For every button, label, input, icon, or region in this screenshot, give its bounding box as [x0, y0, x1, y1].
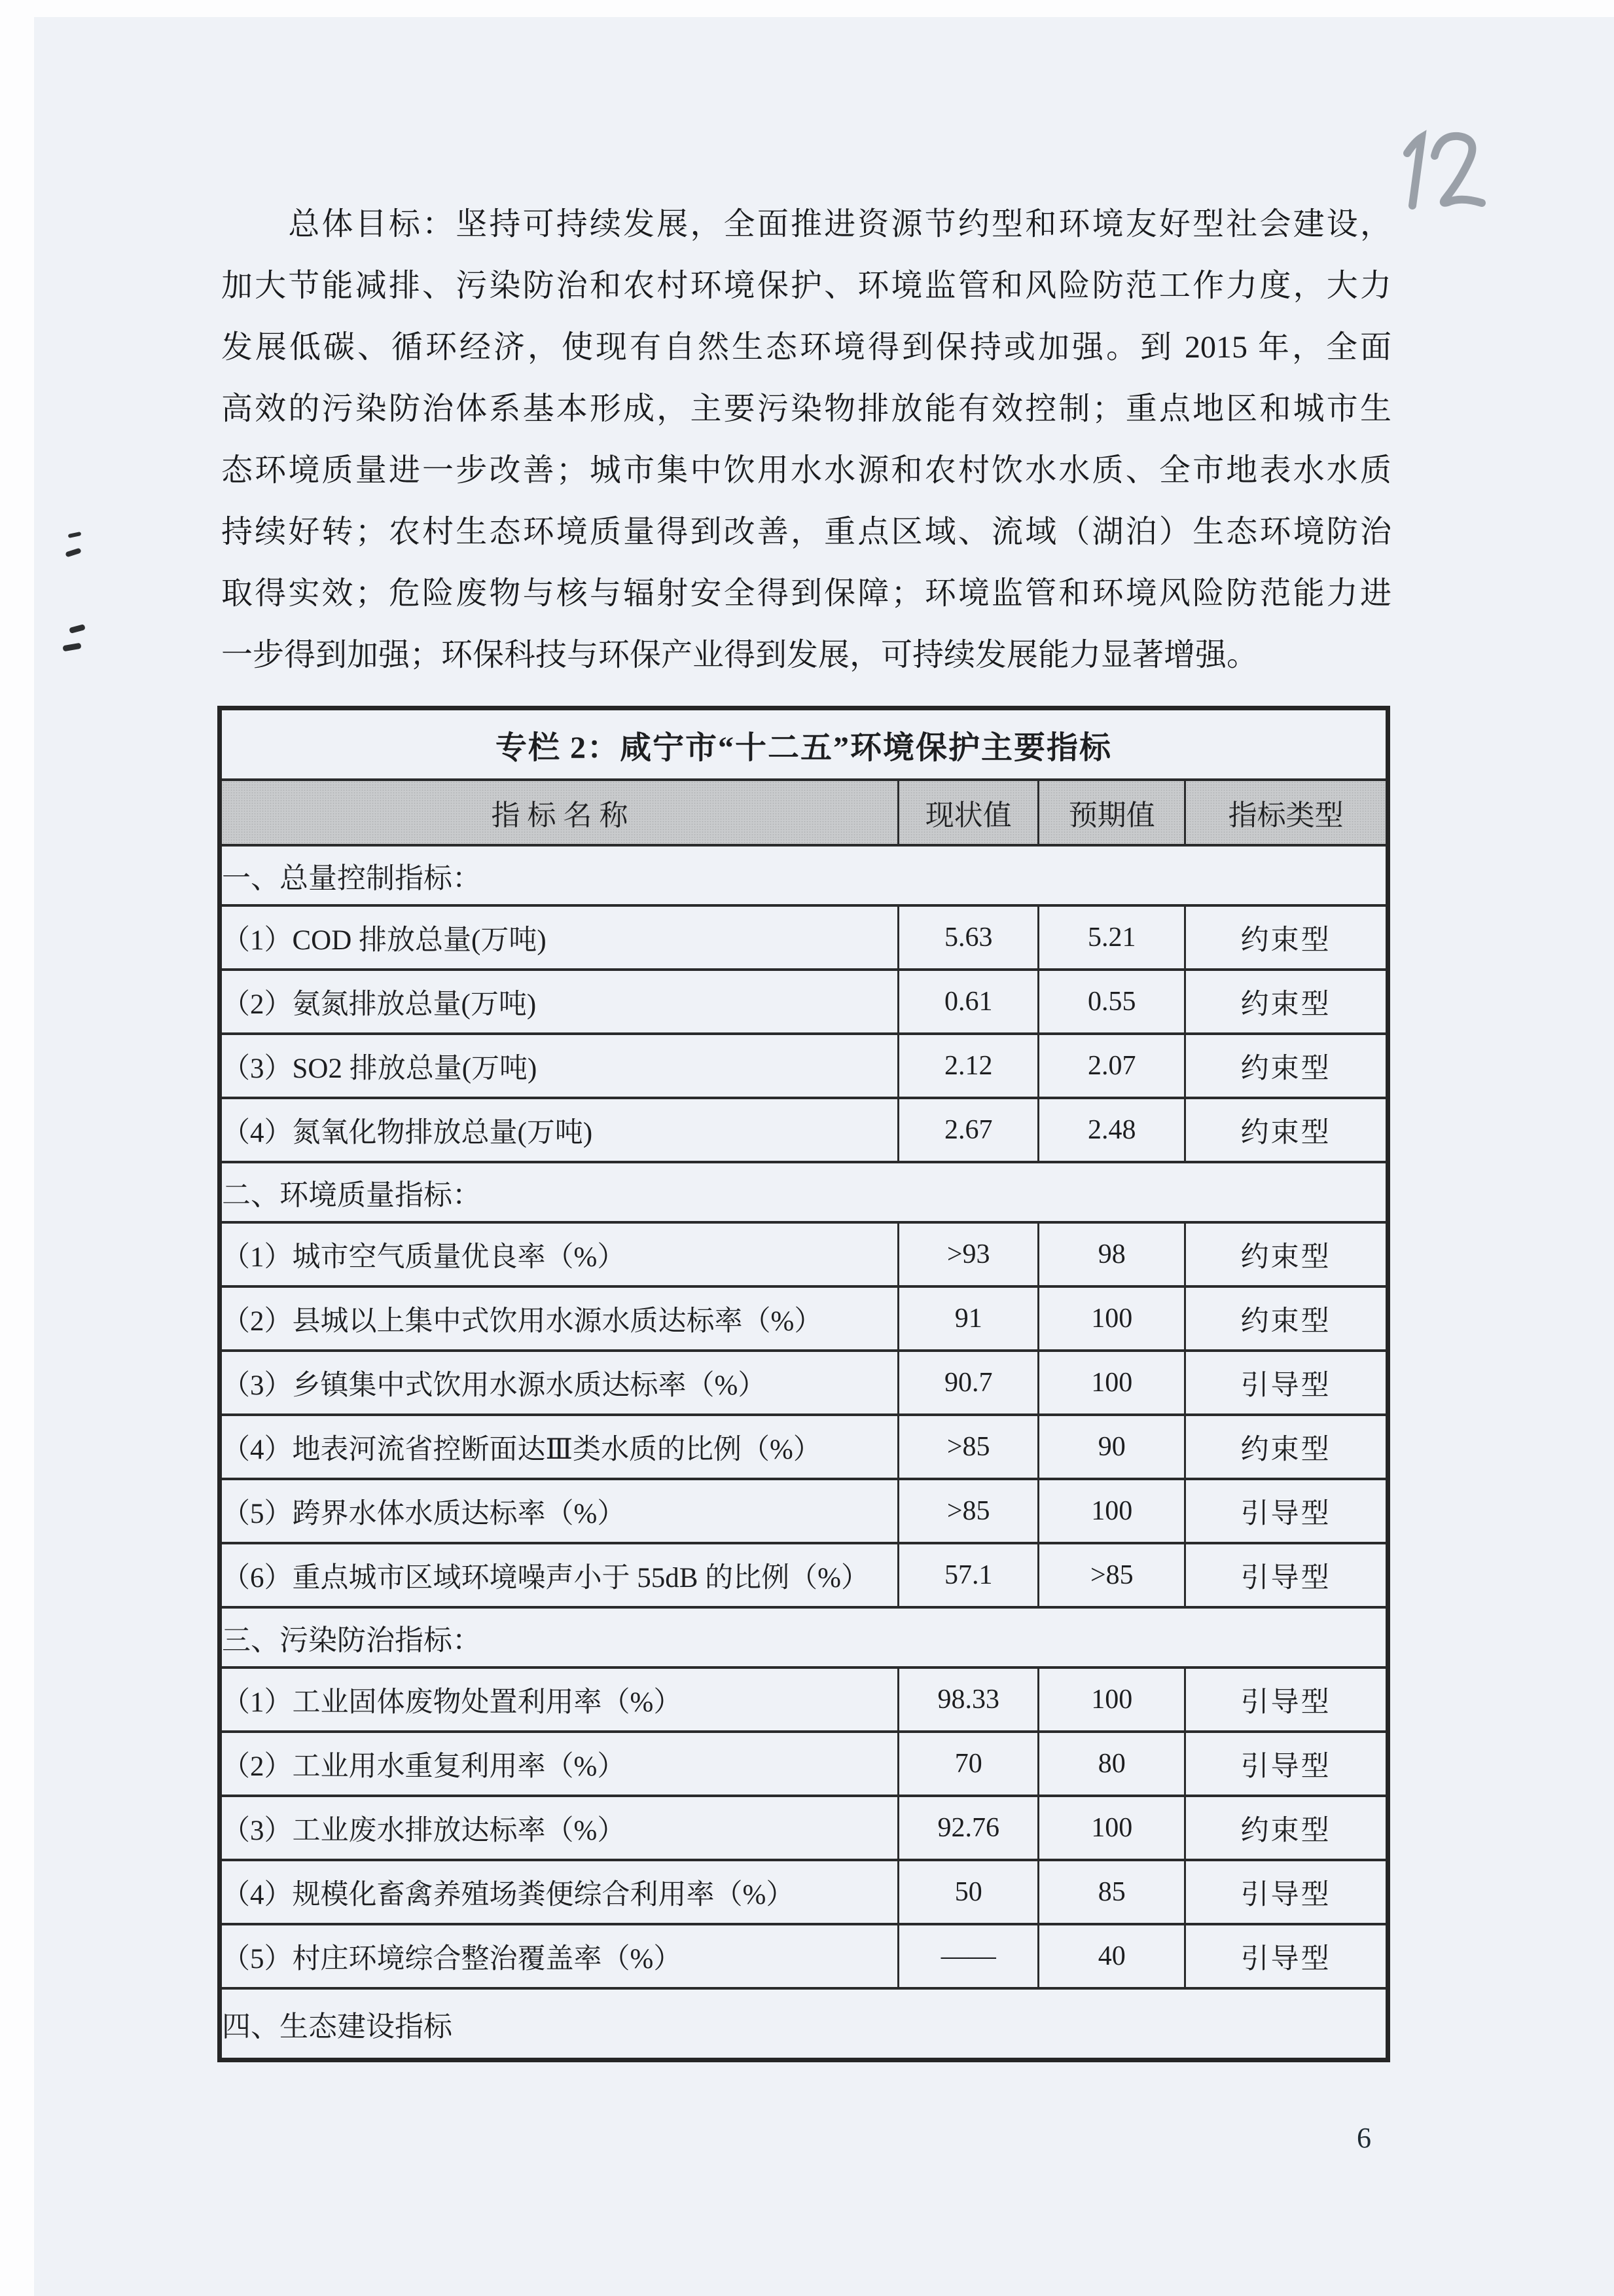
expected-value-cell: 100 [1039, 1351, 1185, 1415]
paragraph-line: 加大节能减排、污染防治和农村环境保护、环境监管和风险防范工作力度，大力 [221, 268, 1391, 303]
table-row [220, 1732, 1388, 1796]
paragraph-line: 一步得到加强；环保科技与环保产业得到发展，可持续发展能力显著增强。 [221, 638, 1259, 672]
current-value-cell: 2.67 [899, 1098, 1039, 1162]
indicator-name-cell: （3）工业废水排放达标率（%） [220, 1796, 899, 1860]
indicator-type-cell: 约束型 [1185, 970, 1388, 1034]
indicator-name-cell: （5）村庄环境综合整治覆盖率（%） [220, 1924, 899, 1988]
indicator-name-cell: （2）工业用水重复利用率（%） [220, 1732, 899, 1796]
indicator-type-cell: 约束型 [1185, 1034, 1388, 1098]
indicator-type-cell: 约束型 [1185, 1415, 1388, 1479]
expected-value-cell: 0.55 [1039, 970, 1185, 1034]
expected-value-cell: >85 [1039, 1543, 1185, 1607]
current-value-cell: 91 [899, 1286, 1039, 1351]
column-header-indicator-type: 指标类型 [1185, 780, 1388, 845]
column-header-current-value: 现状值 [899, 780, 1039, 845]
expected-value-cell: 100 [1039, 1286, 1185, 1351]
current-value-cell: 70 [899, 1732, 1039, 1796]
overall-goals-paragraph [221, 194, 1391, 686]
section-heading: 一、总量控制指标： [220, 845, 1388, 905]
current-value-cell: >85 [899, 1415, 1039, 1479]
table-row [220, 905, 1388, 970]
current-value-cell: 98.33 [899, 1667, 1039, 1732]
section-heading-row [220, 1162, 1388, 1222]
table-row [220, 1479, 1388, 1543]
indicator-type-cell: 引导型 [1185, 1351, 1388, 1415]
table-row [220, 1924, 1388, 1988]
table-row [220, 1222, 1388, 1286]
table-row [220, 1286, 1388, 1351]
paragraph-line: 持续好转；农村生态环境质量得到改善，重点区域、流域（湖泊）生态环境防治 [221, 515, 1391, 549]
indicator-name-cell: （6）重点城市区域环境噪声小于 55dB 的比例（%） [220, 1543, 899, 1607]
paragraph-line: 总体目标：坚持可持续发展，全面推进资源节约型和环境友好型社会建设， [221, 207, 1391, 242]
current-value-cell: >93 [899, 1222, 1039, 1286]
indicators-table [217, 706, 1390, 2062]
section-heading: 四、生态建设指标 [220, 1988, 1388, 2060]
column-header-indicator-name: 指 标 名 称 [220, 780, 899, 845]
indicator-name-cell: （4）氮氧化物排放总量(万吨) [220, 1098, 899, 1162]
table-header-row [220, 780, 1388, 845]
table-row [220, 1860, 1388, 1924]
indicator-name-cell: （4）规模化畜禽养殖场粪便综合利用率（%） [220, 1860, 899, 1924]
indicator-type-cell: 约束型 [1185, 1098, 1388, 1162]
current-value-cell: 5.63 [899, 905, 1039, 970]
current-value-cell: 0.61 [899, 970, 1039, 1034]
indicator-name-cell: （2）氨氮排放总量(万吨) [220, 970, 899, 1034]
paragraph-line: 取得实效；危险废物与核与辐射安全得到保障；环境监管和环境风险防范能力进 [221, 576, 1391, 611]
paragraph-line: 高效的污染防治体系基本形成，主要污染物排放能有效控制；重点地区和城市生 [221, 392, 1391, 426]
table-row [220, 1796, 1388, 1860]
paragraph-line: 态环境质量进一步改善；城市集中饮用水水源和农村饮水水质、全市地表水水质 [221, 453, 1391, 488]
handwritten-12-strokes [1394, 126, 1512, 224]
table-row [220, 970, 1388, 1034]
expected-value-cell: 100 [1039, 1667, 1185, 1732]
indicator-type-cell: 引导型 [1185, 1479, 1388, 1543]
expected-value-cell: 100 [1039, 1796, 1185, 1860]
table-row [220, 1415, 1388, 1479]
indicator-type-cell: 引导型 [1185, 1860, 1388, 1924]
column-header-expected-value: 预期值 [1039, 780, 1185, 845]
section-heading-row [220, 1607, 1388, 1667]
indicator-type-cell: 约束型 [1185, 1286, 1388, 1351]
indicator-type-cell: 引导型 [1185, 1667, 1388, 1732]
current-value-cell: —— [899, 1924, 1039, 1988]
indicator-name-cell: （4）地表河流省控断面达Ⅲ类水质的比例（%） [220, 1415, 899, 1479]
expected-value-cell: 2.07 [1039, 1034, 1185, 1098]
section-heading: 三、污染防治指标： [220, 1607, 1388, 1667]
paragraph-line: 发展低碳、循环经济，使现有自然生态环境得到保持或加强。到 2015 年，全面 [221, 330, 1391, 365]
indicator-name-cell: （2）县城以上集中式饮用水源水质达标率（%） [220, 1286, 899, 1351]
current-value-cell: 50 [899, 1860, 1039, 1924]
indicator-type-cell: 约束型 [1185, 1796, 1388, 1860]
table-row [220, 1034, 1388, 1098]
table-title: 专栏 2：咸宁市“十二五”环境保护主要指标 [220, 708, 1388, 780]
expected-value-cell: 100 [1039, 1479, 1185, 1543]
indicator-type-cell: 引导型 [1185, 1543, 1388, 1607]
indicator-type-cell: 约束型 [1185, 905, 1388, 970]
expected-value-cell: 80 [1039, 1732, 1185, 1796]
section-heading-row [220, 845, 1388, 905]
current-value-cell: 92.76 [899, 1796, 1039, 1860]
page-number: 6 [1357, 2122, 1371, 2154]
indicator-type-cell: 引导型 [1185, 1732, 1388, 1796]
indicator-name-cell: （1）COD 排放总量(万吨) [220, 905, 899, 970]
expected-value-cell: 90 [1039, 1415, 1185, 1479]
indicator-name-cell: （3）SO2 排放总量(万吨) [220, 1034, 899, 1098]
table-title-row [220, 708, 1388, 780]
indicator-type-cell: 引导型 [1185, 1924, 1388, 1988]
current-value-cell: 2.12 [899, 1034, 1039, 1098]
expected-value-cell: 40 [1039, 1924, 1185, 1988]
handwritten-note [1394, 126, 1512, 224]
table-row [220, 1543, 1388, 1607]
table-row [220, 1351, 1388, 1415]
section-heading: 二、环境质量指标： [220, 1162, 1388, 1222]
section-heading-row [220, 1988, 1388, 2060]
current-value-cell: 90.7 [899, 1351, 1039, 1415]
indicator-type-cell: 约束型 [1185, 1222, 1388, 1286]
current-value-cell: >85 [899, 1479, 1039, 1543]
indicator-name-cell: （1）城市空气质量优良率（%） [220, 1222, 899, 1286]
current-value-cell: 57.1 [899, 1543, 1039, 1607]
indicator-name-cell: （5）跨界水体水质达标率（%） [220, 1479, 899, 1543]
expected-value-cell: 2.48 [1039, 1098, 1185, 1162]
indicator-name-cell: （1）工业固体废物处置利用率（%） [220, 1667, 899, 1732]
indicator-name-cell: （3）乡镇集中式饮用水源水质达标率（%） [220, 1351, 899, 1415]
table-row [220, 1667, 1388, 1732]
expected-value-cell: 85 [1039, 1860, 1185, 1924]
expected-value-cell: 5.21 [1039, 905, 1185, 970]
table-row [220, 1098, 1388, 1162]
expected-value-cell: 98 [1039, 1222, 1185, 1286]
